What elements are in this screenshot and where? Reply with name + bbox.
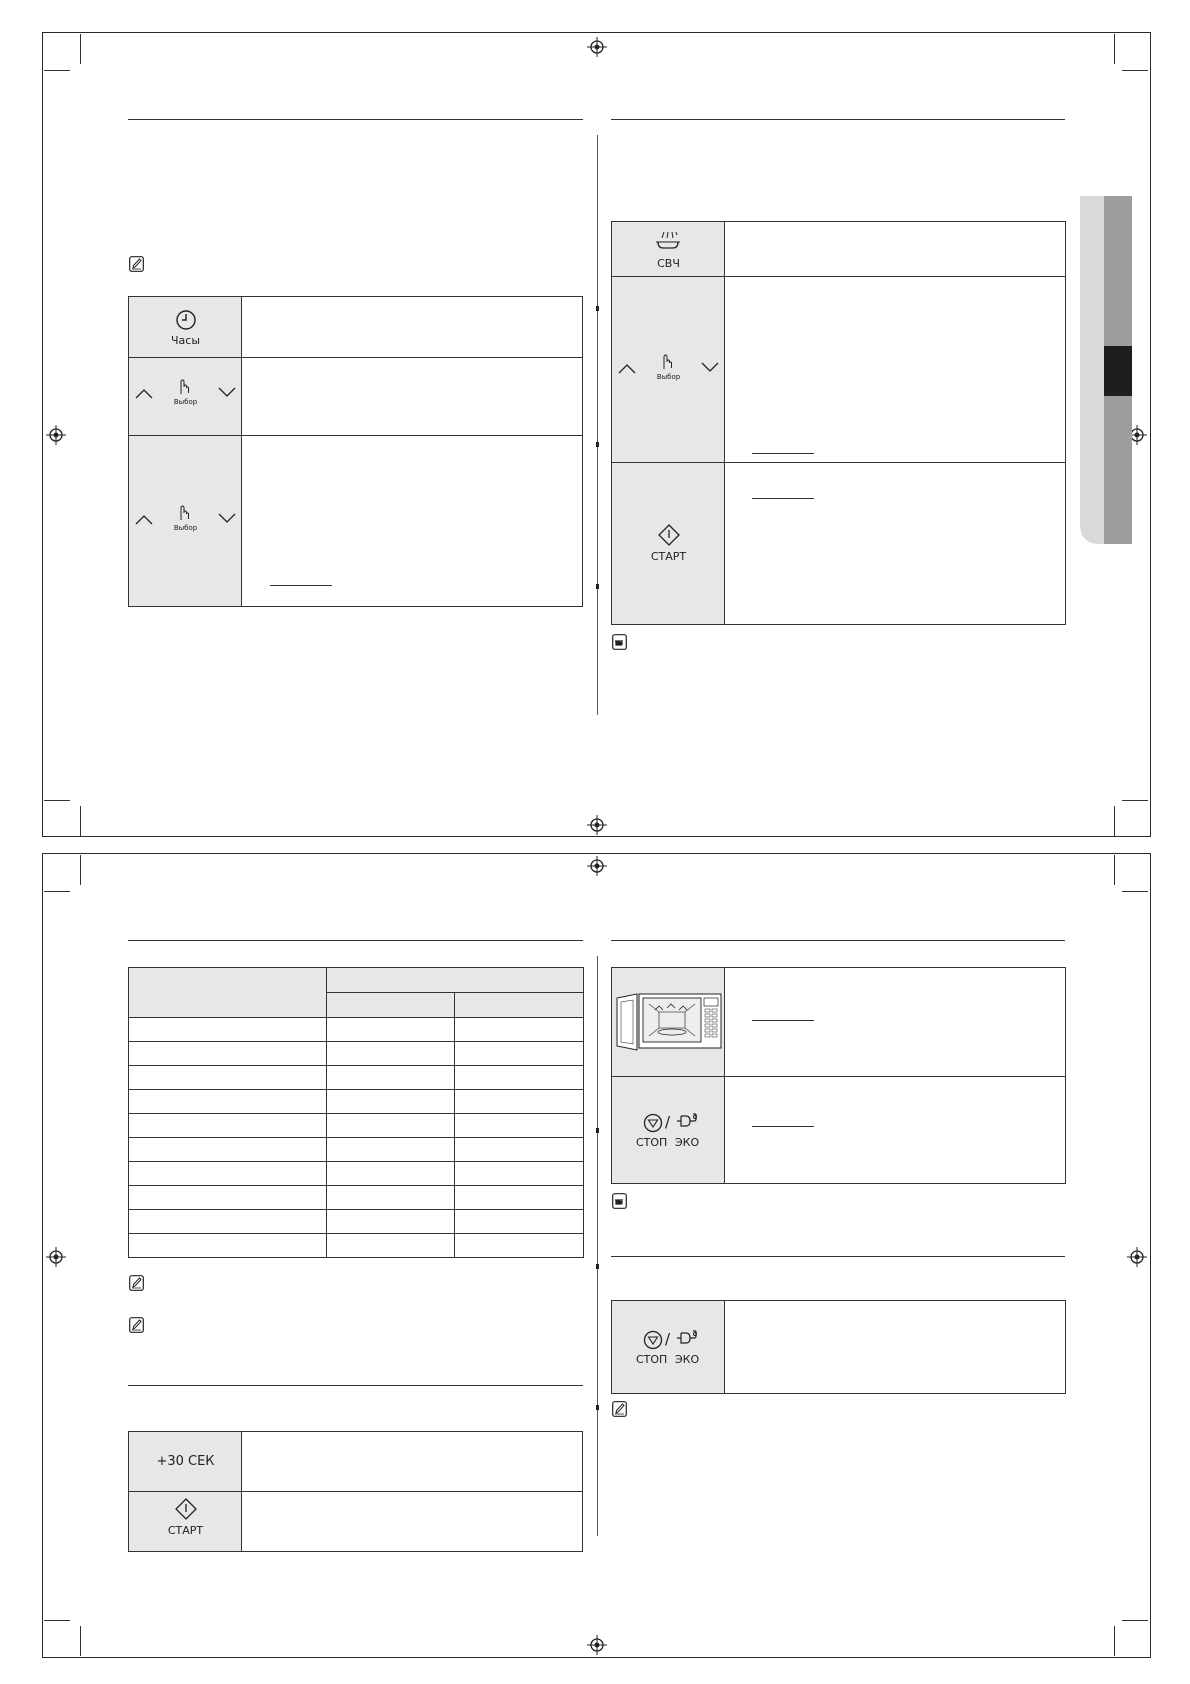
crop-mark: [44, 891, 70, 892]
select-button-label[interactable]: Выбор: [173, 524, 198, 532]
underline-placeholder: [270, 585, 332, 586]
section-rule: [611, 119, 1065, 120]
slash-separator: /: [665, 1330, 671, 1348]
underline-placeholder: [752, 498, 814, 499]
row-divider: [612, 462, 1065, 463]
start-button-label[interactable]: СТАРТ: [650, 550, 687, 563]
crop-mark: [80, 806, 81, 836]
table-row: [129, 1210, 584, 1234]
note-pencil-icon: [612, 1401, 627, 1417]
crop-mark: [1122, 1620, 1148, 1621]
finger-icon[interactable]: [177, 505, 191, 521]
button-table-door: [611, 967, 1066, 1184]
row-divider: [129, 1491, 582, 1492]
pointing-hand-icon: [612, 634, 627, 650]
row-divider: [612, 1076, 1065, 1077]
table-row: [129, 1066, 584, 1090]
table-header-cell: [326, 993, 455, 1018]
chevron-down-icon[interactable]: [218, 513, 236, 525]
crop-mark: [1122, 70, 1148, 71]
column-tick: [596, 584, 599, 589]
eco-plug-icon[interactable]: [674, 1328, 698, 1348]
table-row: [129, 1114, 584, 1138]
table-row: [129, 1042, 584, 1066]
start-diamond-icon: [658, 524, 680, 546]
microwave-waves-icon: [655, 230, 681, 252]
button-table-microwave: [611, 221, 1066, 625]
microwave-button-label[interactable]: СВЧ: [657, 257, 680, 270]
table-row: [129, 1186, 584, 1210]
microwave-oven-icon: [615, 992, 723, 1052]
crop-mark: [1114, 34, 1115, 64]
plus30-button-label[interactable]: +30 СЕК: [156, 1454, 215, 1469]
table-row: [129, 1138, 584, 1162]
chevron-down-icon[interactable]: [218, 387, 236, 399]
crop-mark: [1122, 800, 1148, 801]
column-tick: [596, 306, 599, 311]
crop-mark: [1122, 891, 1148, 892]
pointing-hand-icon: [612, 1193, 627, 1209]
registration-mark-icon: [46, 1247, 66, 1267]
stop-button-label[interactable]: СТОП: [636, 1353, 668, 1366]
note-pencil-icon: [129, 1275, 144, 1291]
clock-icon: [175, 309, 197, 331]
start-button-label[interactable]: СТАРТ: [167, 1524, 204, 1537]
column-tick: [596, 1128, 599, 1133]
button-table-clock: [128, 296, 583, 607]
underline-placeholder: [752, 453, 814, 454]
table-header-cell: [455, 993, 584, 1018]
table-row: [129, 1162, 584, 1186]
registration-mark-icon: [1127, 1247, 1147, 1267]
table-row: [129, 1234, 584, 1258]
column-tick: [596, 1405, 599, 1410]
table-header-cell: [326, 968, 583, 993]
finger-icon[interactable]: [660, 354, 674, 370]
button-table-stop-eco: [611, 1300, 1066, 1394]
section-rule: [611, 1256, 1065, 1257]
underline-placeholder: [752, 1126, 814, 1127]
registration-mark-icon: [46, 425, 66, 445]
registration-mark-icon: [587, 856, 607, 876]
button-cell-column: [612, 222, 725, 624]
column-divider: [597, 135, 598, 715]
column-divider: [597, 956, 598, 1536]
note-pencil-icon: [129, 256, 144, 272]
finger-icon[interactable]: [177, 379, 191, 395]
crop-mark: [44, 800, 70, 801]
stop-circle-icon[interactable]: [643, 1330, 663, 1350]
cooking-data-table: [128, 967, 584, 1258]
button-table-plus30: [128, 1431, 583, 1552]
eco-button-label[interactable]: ЭКО: [675, 1353, 700, 1366]
crop-mark: [1114, 855, 1115, 885]
column-tick: [596, 1264, 599, 1269]
crop-mark: [80, 855, 81, 885]
eco-plug-icon[interactable]: [674, 1111, 698, 1131]
chevron-down-icon[interactable]: [701, 362, 719, 374]
stop-circle-icon[interactable]: [643, 1113, 663, 1133]
registration-mark-icon: [587, 815, 607, 835]
crop-mark: [44, 70, 70, 71]
row-divider: [129, 435, 582, 436]
underline-placeholder: [752, 1020, 814, 1021]
crop-mark: [44, 1620, 70, 1621]
row-divider: [129, 357, 582, 358]
crop-mark: [1114, 1626, 1115, 1656]
table-header-row: [129, 968, 584, 993]
eco-button-label[interactable]: ЭКО: [675, 1136, 700, 1149]
row-divider: [612, 276, 1065, 277]
section-rule: [128, 1385, 583, 1386]
chapter-side-tab: [1080, 196, 1132, 544]
crop-mark: [80, 34, 81, 64]
registration-mark-icon: [587, 1635, 607, 1655]
registration-mark-icon: [587, 37, 607, 57]
section-rule: [128, 119, 583, 120]
crop-mark: [1114, 806, 1115, 836]
table-header-cell: [129, 968, 327, 1018]
section-rule: [611, 940, 1065, 941]
crop-mark: [80, 1626, 81, 1656]
column-tick: [596, 442, 599, 447]
table-row: [129, 1090, 584, 1114]
stop-button-label[interactable]: СТОП: [636, 1136, 668, 1149]
select-button-label[interactable]: Выбор: [173, 398, 198, 406]
section-rule: [128, 940, 583, 941]
note-pencil-icon: [129, 1317, 144, 1333]
clock-button-label[interactable]: Часы: [170, 334, 200, 347]
slash-separator: /: [665, 1113, 671, 1131]
table-row: [129, 1018, 584, 1042]
start-diamond-icon: [175, 1498, 197, 1520]
select-button-label[interactable]: Выбор: [656, 373, 681, 381]
